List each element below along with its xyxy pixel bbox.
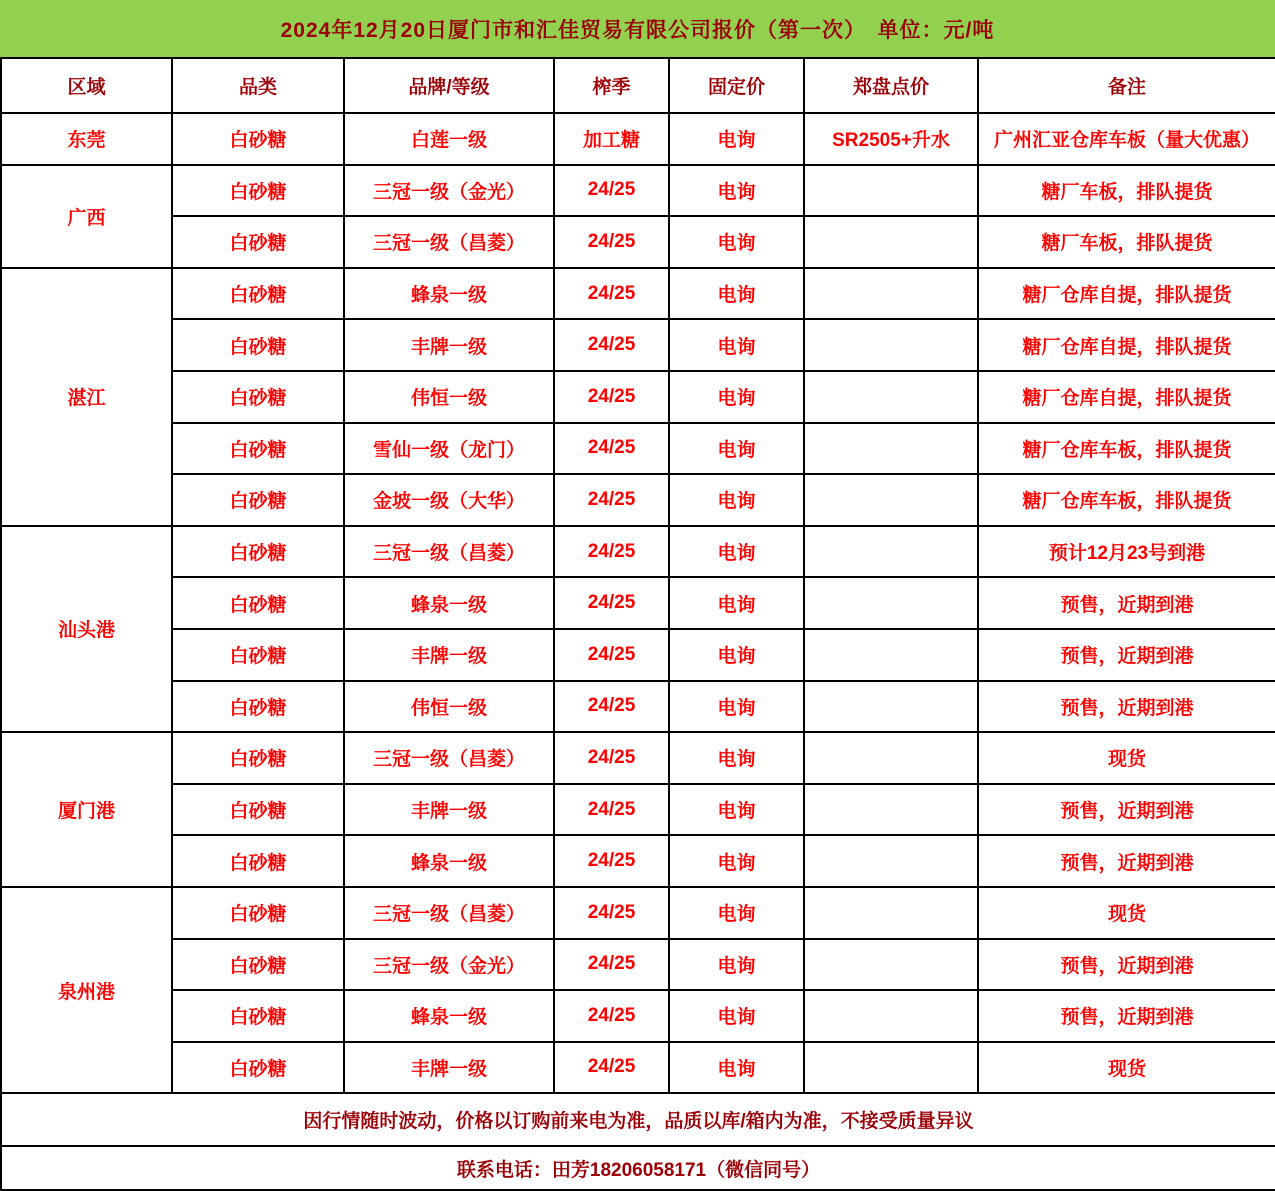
cell-season: 24/25 <box>554 165 669 217</box>
cell-zce-basis <box>804 577 978 629</box>
col-header-fixed-price: 固定价 <box>669 58 804 113</box>
table-row <box>1 268 1275 320</box>
table-row <box>1 990 1275 1042</box>
cell-remark: 糖厂车板，排队提货 <box>978 216 1275 268</box>
cell-category: 白砂糖 <box>172 732 344 784</box>
cell-region: 东莞 <box>1 113 172 165</box>
cell-zce-basis <box>804 474 978 526</box>
cell-remark: 预售，近期到港 <box>978 939 1275 991</box>
cell-fixed-price: 电询 <box>669 939 804 991</box>
cell-season: 24/25 <box>554 371 669 423</box>
cell-brand: 三冠一级（昌菱） <box>344 887 554 939</box>
cell-fixed-price: 电询 <box>669 423 804 475</box>
cell-remark: 现货 <box>978 732 1275 784</box>
table-row <box>1 1042 1275 1094</box>
table-row <box>1 939 1275 991</box>
cell-brand: 丰牌一级 <box>344 319 554 371</box>
cell-zce-basis <box>804 423 978 475</box>
cell-fixed-price: 电询 <box>669 526 804 578</box>
table-row <box>1 371 1275 423</box>
cell-zce-basis <box>804 784 978 836</box>
table-row <box>1 165 1275 217</box>
cell-brand: 雪仙一级（龙门） <box>344 423 554 475</box>
cell-remark: 预售，近期到港 <box>978 681 1275 733</box>
title-bar <box>0 0 1275 57</box>
cell-category: 白砂糖 <box>172 526 344 578</box>
col-header-region: 区域 <box>1 58 172 113</box>
cell-season: 24/25 <box>554 577 669 629</box>
cell-season: 24/25 <box>554 423 669 475</box>
cell-fixed-price: 电询 <box>669 990 804 1042</box>
cell-region: 汕头港 <box>1 526 172 732</box>
cell-brand: 丰牌一级 <box>344 784 554 836</box>
cell-brand: 丰牌一级 <box>344 629 554 681</box>
cell-category: 白砂糖 <box>172 1042 344 1094</box>
cell-category: 白砂糖 <box>172 577 344 629</box>
cell-brand: 三冠一级（昌菱） <box>344 526 554 578</box>
cell-fixed-price: 电询 <box>669 784 804 836</box>
table-row <box>1 216 1275 268</box>
cell-remark: 预计12月23号到港 <box>978 526 1275 578</box>
cell-brand: 三冠一级（金光） <box>344 165 554 217</box>
disclaimer-row <box>1 1093 1275 1146</box>
cell-category: 白砂糖 <box>172 474 344 526</box>
cell-season: 24/25 <box>554 1042 669 1094</box>
cell-season: 24/25 <box>554 732 669 784</box>
cell-fixed-price: 电询 <box>669 887 804 939</box>
col-header-brand: 品牌/等级 <box>344 58 554 113</box>
col-header-remark: 备注 <box>978 58 1275 113</box>
table-row <box>1 423 1275 475</box>
cell-zce-basis <box>804 681 978 733</box>
cell-remark: 预售，近期到港 <box>978 784 1275 836</box>
cell-season: 24/25 <box>554 835 669 887</box>
cell-brand: 蜂泉一级 <box>344 577 554 629</box>
cell-brand: 蜂泉一级 <box>344 835 554 887</box>
cell-season: 24/25 <box>554 526 669 578</box>
cell-category: 白砂糖 <box>172 681 344 733</box>
cell-category: 白砂糖 <box>172 216 344 268</box>
cell-fixed-price: 电询 <box>669 1042 804 1094</box>
table-row <box>1 835 1275 887</box>
cell-zce-basis <box>804 835 978 887</box>
cell-brand: 三冠一级（昌菱） <box>344 732 554 784</box>
cell-fixed-price: 电询 <box>669 681 804 733</box>
cell-remark: 糖厂仓库自提，排队提货 <box>978 268 1275 320</box>
cell-zce-basis <box>804 371 978 423</box>
price-table <box>0 57 1275 1191</box>
cell-remark: 糖厂仓库车板，排队提货 <box>978 423 1275 475</box>
cell-season: 加工糖 <box>554 113 669 165</box>
cell-zce-basis <box>804 319 978 371</box>
cell-brand: 三冠一级（金光） <box>344 939 554 991</box>
table-row <box>1 629 1275 681</box>
table-row <box>1 784 1275 836</box>
cell-zce-basis: SR2505+升水 <box>804 113 978 165</box>
cell-season: 24/25 <box>554 939 669 991</box>
cell-brand: 白莲一级 <box>344 113 554 165</box>
cell-category: 白砂糖 <box>172 990 344 1042</box>
cell-remark: 现货 <box>978 887 1275 939</box>
cell-category: 白砂糖 <box>172 319 344 371</box>
cell-zce-basis <box>804 732 978 784</box>
cell-zce-basis <box>804 165 978 217</box>
cell-zce-basis <box>804 887 978 939</box>
table-row <box>1 577 1275 629</box>
cell-season: 24/25 <box>554 216 669 268</box>
cell-brand: 伟恒一级 <box>344 371 554 423</box>
cell-fixed-price: 电询 <box>669 165 804 217</box>
cell-season: 24/25 <box>554 887 669 939</box>
cell-fixed-price: 电询 <box>669 732 804 784</box>
table-header <box>1 58 1275 113</box>
col-header-season: 榨季 <box>554 58 669 113</box>
cell-region: 湛江 <box>1 268 172 526</box>
table-row <box>1 526 1275 578</box>
cell-category: 白砂糖 <box>172 268 344 320</box>
table-row <box>1 681 1275 733</box>
table-row <box>1 887 1275 939</box>
cell-fixed-price: 电询 <box>669 216 804 268</box>
cell-remark: 预售，近期到港 <box>978 629 1275 681</box>
cell-category: 白砂糖 <box>172 165 344 217</box>
cell-region: 泉州港 <box>1 887 172 1093</box>
cell-category: 白砂糖 <box>172 113 344 165</box>
cell-zce-basis <box>804 1042 978 1094</box>
cell-season: 24/25 <box>554 629 669 681</box>
contact-row <box>1 1146 1275 1190</box>
cell-remark: 糖厂仓库车板，排队提货 <box>978 474 1275 526</box>
cell-season: 24/25 <box>554 784 669 836</box>
cell-zce-basis <box>804 629 978 681</box>
cell-remark: 预售，近期到港 <box>978 577 1275 629</box>
cell-category: 白砂糖 <box>172 423 344 475</box>
cell-brand: 三冠一级（昌菱） <box>344 216 554 268</box>
cell-brand: 金坡一级（大华） <box>344 474 554 526</box>
cell-remark: 预售，近期到港 <box>978 990 1275 1042</box>
table-row <box>1 319 1275 371</box>
cell-brand: 蜂泉一级 <box>344 268 554 320</box>
cell-fixed-price: 电询 <box>669 113 804 165</box>
table-row <box>1 732 1275 784</box>
cell-season: 24/25 <box>554 268 669 320</box>
cell-fixed-price: 电询 <box>669 268 804 320</box>
cell-brand: 伟恒一级 <box>344 681 554 733</box>
header-row <box>1 58 1275 113</box>
cell-fixed-price: 电询 <box>669 835 804 887</box>
cell-season: 24/25 <box>554 474 669 526</box>
cell-zce-basis <box>804 268 978 320</box>
col-header-zce-basis: 郑盘点价 <box>804 58 978 113</box>
cell-category: 白砂糖 <box>172 887 344 939</box>
cell-remark: 糖厂仓库自提，排队提货 <box>978 371 1275 423</box>
cell-remark: 糖厂车板，排队提货 <box>978 165 1275 217</box>
cell-region: 广西 <box>1 165 172 268</box>
cell-brand: 蜂泉一级 <box>344 990 554 1042</box>
table-row <box>1 474 1275 526</box>
cell-category: 白砂糖 <box>172 784 344 836</box>
col-header-category: 品类 <box>172 58 344 113</box>
cell-category: 白砂糖 <box>172 939 344 991</box>
cell-category: 白砂糖 <box>172 835 344 887</box>
cell-category: 白砂糖 <box>172 371 344 423</box>
table-footer <box>1 1093 1275 1190</box>
cell-remark: 现货 <box>978 1042 1275 1094</box>
cell-category: 白砂糖 <box>172 629 344 681</box>
cell-zce-basis <box>804 939 978 991</box>
cell-region: 厦门港 <box>1 732 172 887</box>
cell-fixed-price: 电询 <box>669 371 804 423</box>
cell-season: 24/25 <box>554 681 669 733</box>
cell-zce-basis <box>804 216 978 268</box>
cell-season: 24/25 <box>554 319 669 371</box>
table-body <box>1 113 1275 1093</box>
cell-remark: 广州汇亚仓库车板（量大优惠） <box>978 113 1275 165</box>
cell-zce-basis <box>804 526 978 578</box>
cell-remark: 预售，近期到港 <box>978 835 1275 887</box>
table-row <box>1 113 1275 165</box>
cell-brand: 丰牌一级 <box>344 1042 554 1094</box>
cell-fixed-price: 电询 <box>669 577 804 629</box>
disclaimer-text: 因行情随时波动，价格以订购前来电为准，品质以库/箱内为准，不接受质量异议 <box>1 1093 1275 1146</box>
cell-fixed-price: 电询 <box>669 474 804 526</box>
sheet-title: 2024年12月20日厦门市和汇佳贸易有限公司报价（第一次） 单位：元/吨 <box>280 18 995 42</box>
cell-remark: 糖厂仓库自提，排队提货 <box>978 319 1275 371</box>
cell-fixed-price: 电询 <box>669 629 804 681</box>
cell-zce-basis <box>804 990 978 1042</box>
cell-season: 24/25 <box>554 990 669 1042</box>
cell-fixed-price: 电询 <box>669 319 804 371</box>
contact-text: 联系电话：田芳18206058171（微信同号） <box>1 1146 1275 1190</box>
